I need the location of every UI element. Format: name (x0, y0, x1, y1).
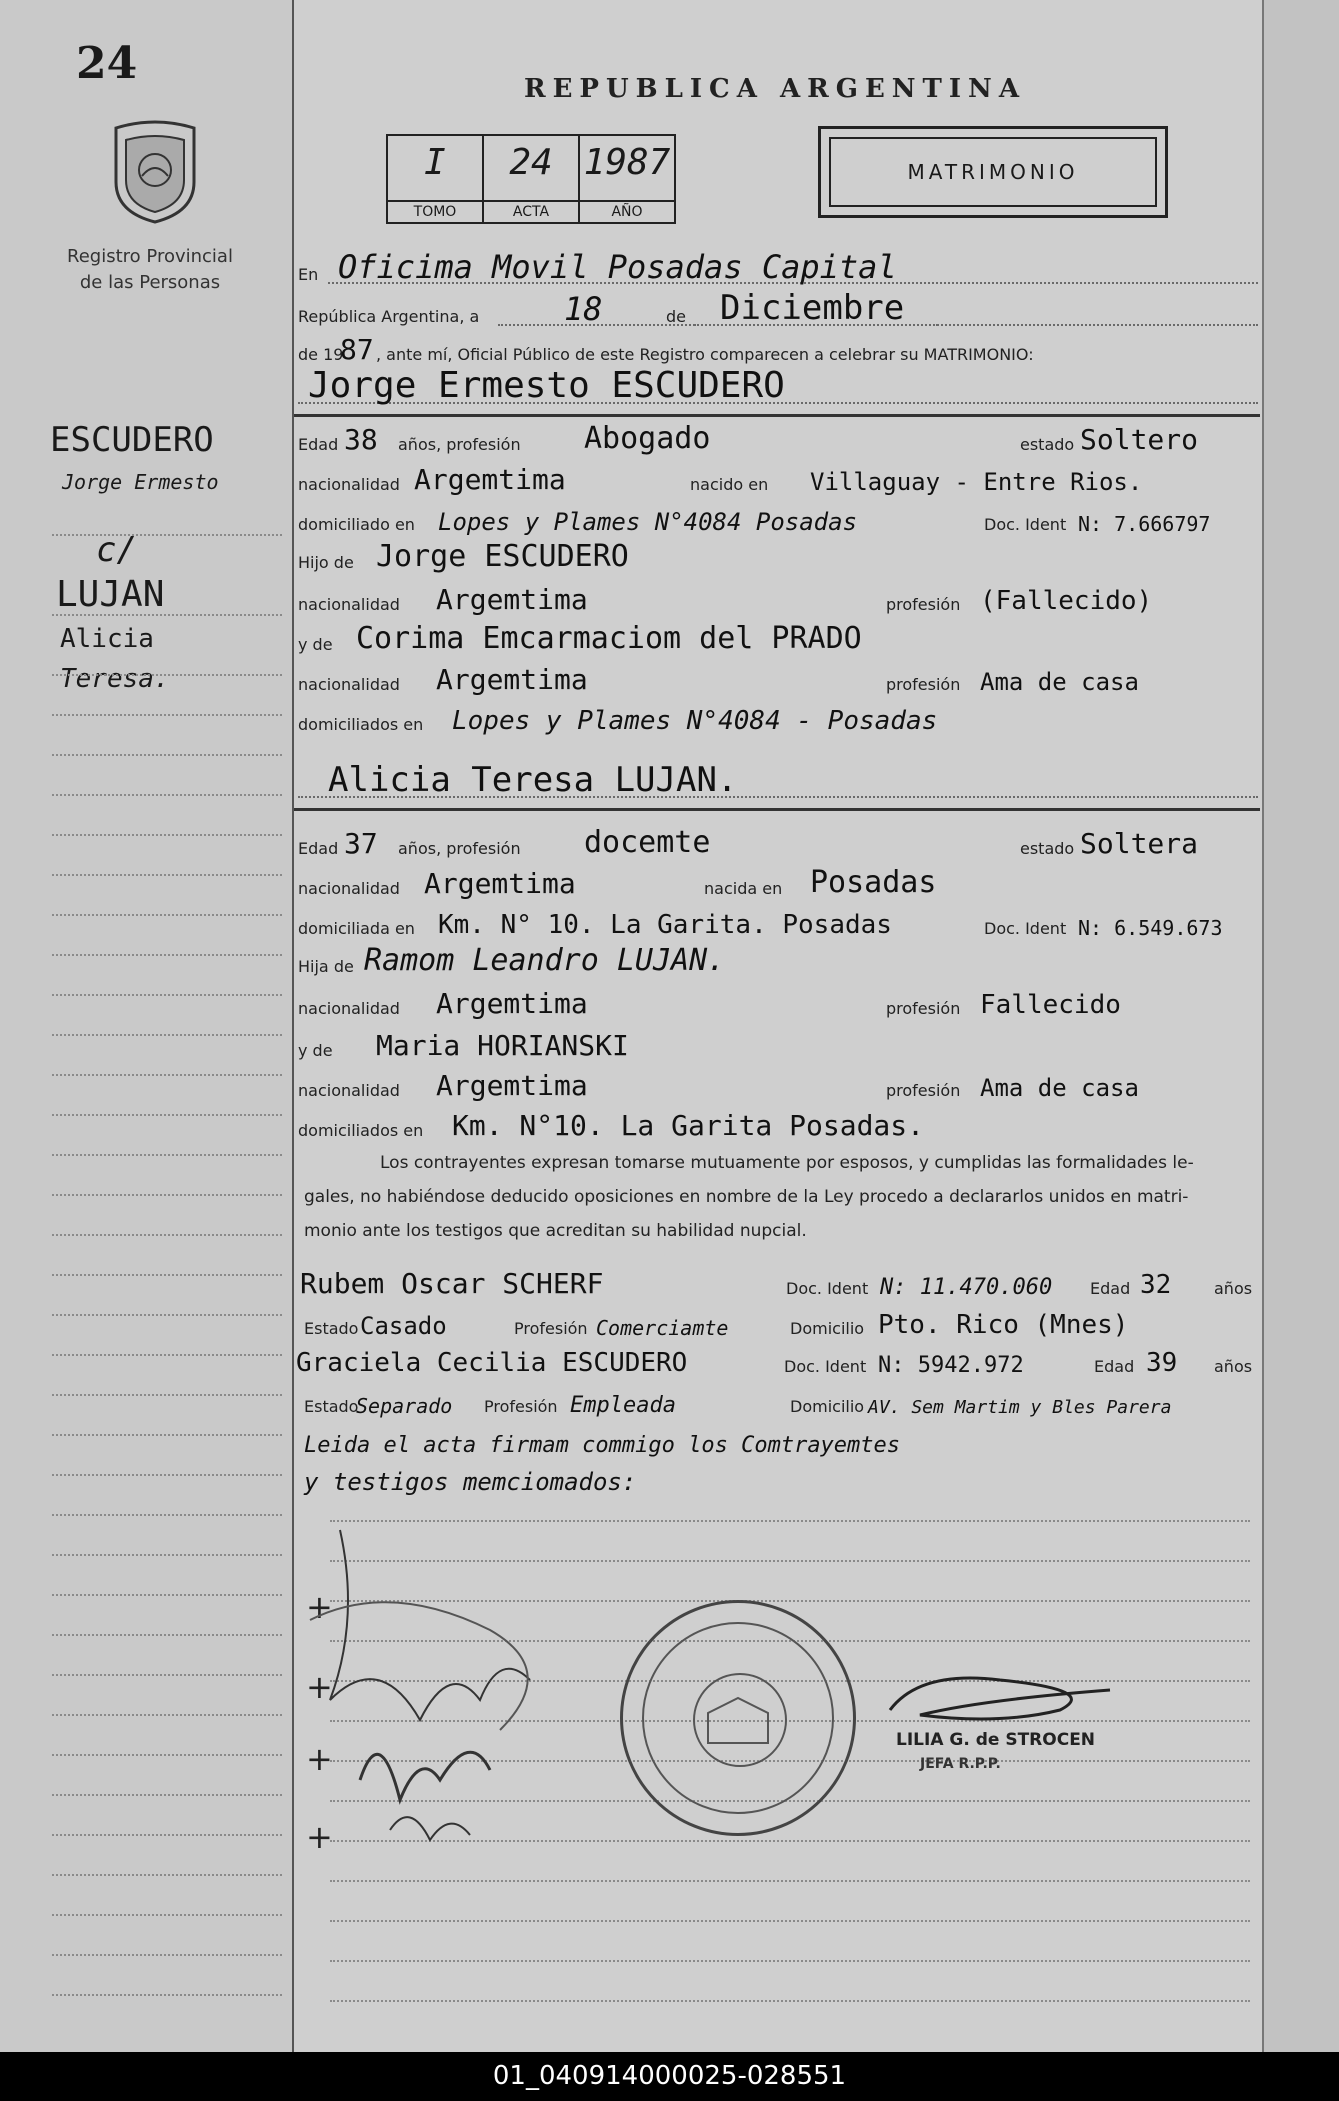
bride-padre-nac-line (294, 982, 1260, 1022)
bride-doc-label: Doc. Ident (984, 919, 1067, 938)
witness2-doc-label: Doc. Ident (784, 1357, 867, 1376)
tomo-cell (388, 136, 484, 222)
bride-padres-dom-line (294, 1104, 1260, 1144)
groom-madre-line (294, 618, 1260, 658)
signature-cross-3: + (306, 1740, 333, 1778)
groom-nac-label: nacionalidad (298, 475, 400, 494)
groom-dom-label: domiciliado en (298, 515, 415, 534)
bride-edad: 37 (344, 827, 378, 860)
declaration-line-1: Los contrayentes expresan tomarse mutuamente por esposos, y cumplidas las formalidades le- (380, 1153, 1194, 1173)
groom-padre-nac: Argemtima (436, 583, 588, 616)
line-fecha (294, 290, 1260, 330)
declaration-line-3: monio ante los testigos que acreditan su habilidad nupcial. (304, 1221, 807, 1241)
title-box (818, 126, 1168, 218)
witness2-line-1 (294, 1340, 1260, 1380)
bride-nacida: Posadas (810, 865, 937, 900)
groom-dom-line (294, 498, 1260, 538)
bride-dom-line (294, 902, 1260, 942)
bride-padre-nac: Argemtima (436, 987, 588, 1020)
bride-doc: N: 6.549.673 (1078, 916, 1223, 940)
groom-nacido: Villaguay - Entre Rios. (810, 468, 1143, 496)
bride-profesion: docemte (584, 825, 711, 860)
official-name: LILIA G. de STROCEN (896, 1730, 1096, 1750)
de-label: de (666, 307, 686, 326)
margin-name-bride-1: Alicia (60, 624, 154, 654)
acta-label: ACTA (484, 200, 578, 222)
witness2-line-2 (294, 1380, 1260, 1420)
signature-cross-4: + (306, 1818, 333, 1856)
witness1-estado: Casado (360, 1312, 447, 1340)
bride-estado-label: estado (1020, 839, 1075, 858)
tomo-acta-ano-box (386, 134, 676, 224)
groom-separator (294, 414, 1260, 417)
groom-full-name: Jorge Ermesto ESCUDERO (308, 365, 785, 406)
closing-line-1 (294, 1420, 1260, 1460)
witness1-doc: N: 11.470.060 (880, 1275, 1053, 1300)
groom-padre-prof-label: profesión (886, 595, 961, 614)
bride-dom-label: domiciliada en (298, 919, 415, 938)
bride-nac-label: nacionalidad (298, 879, 400, 898)
stamp-center (693, 1673, 787, 1767)
groom-padres-dom-line (294, 698, 1260, 738)
en-label: En (298, 265, 319, 284)
witness2-estado-label: Estado (304, 1397, 359, 1416)
groom-madre: Corima Emcarmaciom del PRADO (356, 621, 862, 656)
ano-label: AÑO (580, 200, 674, 222)
registro-line-1: Registro Provincial (67, 246, 233, 267)
en-value: Oficima Movil Posadas Capital (338, 248, 897, 286)
bride-domicilio: Km. N° 10. La Garita. Posadas (438, 910, 892, 940)
groom-madre-prof-label: profesión (886, 675, 961, 694)
declaration-paragraph (304, 1146, 1260, 1248)
groom-padre: Jorge ESCUDERO (376, 539, 629, 574)
witness1-prof-label: Profesión (514, 1319, 588, 1338)
bride-edad-line (294, 822, 1260, 862)
bride-padre-prof: Fallecido (980, 990, 1121, 1020)
groom-estado-label: estado (1020, 435, 1075, 454)
groom-edad-line (294, 418, 1260, 458)
groom-madre-nac: Argemtima (436, 663, 588, 696)
footer-id: 01_040914000025-028551 (0, 2052, 1339, 2101)
witness2-prof: Empleada (570, 1393, 676, 1418)
witness2-dom-label: Domicilio (790, 1397, 865, 1416)
tomo-label: TOMO (388, 200, 482, 222)
groom-padre-nac-label: nacionalidad (298, 595, 400, 614)
groom-nacionalidad: Argemtima (414, 463, 566, 496)
groom-yde-label: y de (298, 635, 333, 654)
groom-padre-nac-line (294, 578, 1260, 618)
bride-nacionalidad: Argemtima (424, 867, 576, 900)
witness2-edad: 39 (1146, 1348, 1178, 1378)
groom-estado: Soltero (1080, 423, 1199, 456)
bride-yde-label: y de (298, 1041, 333, 1060)
witness1-edad: 32 (1140, 1270, 1172, 1300)
republica-label: República Argentina, a (298, 307, 480, 326)
closing-line-2 (294, 1458, 1260, 1498)
bride-full-name: Alicia Teresa LUJAN. (328, 760, 738, 800)
year-value: 87 (340, 333, 374, 366)
groom-madre-nac-line (294, 658, 1260, 698)
witness1-prof: Comerciamte (596, 1316, 729, 1340)
line-en (294, 248, 1260, 288)
day-value: 18 (564, 290, 603, 328)
groom-madre-nac-label: nacionalidad (298, 675, 400, 694)
margin-surname-groom: ESCUDERO (50, 420, 214, 460)
right-binding-strip (1262, 0, 1339, 2052)
witness2-edad-label: Edad (1094, 1357, 1135, 1376)
groom-profesion: Abogado (584, 421, 711, 456)
month-value: Diciembre (720, 288, 905, 328)
bride-separator (294, 808, 1260, 811)
witness1-name: Rubem Oscar SCHERF (300, 1267, 604, 1300)
margin-con: c/ (96, 530, 137, 570)
bride-madre: Maria HORIANSKI (376, 1029, 629, 1062)
bride-madre-nac-line (294, 1064, 1260, 1104)
margin-name-bride-2: Teresa. (60, 664, 170, 694)
groom-profesion-label: años, profesión (398, 435, 521, 454)
bride-madre-nac: Argemtima (436, 1069, 588, 1102)
groom-hijo-line (294, 536, 1260, 576)
groom-domicilio: Lopes y Plames N°4084 Posadas (438, 508, 858, 536)
bride-estado: Soltera (1080, 827, 1199, 860)
bride-madre-prof-label: profesión (886, 1081, 961, 1100)
provincial-seal-icon (112, 120, 198, 224)
page-number: 24 (76, 38, 138, 89)
bride-madre-line (294, 1024, 1260, 1064)
official-stamp (620, 1600, 856, 1836)
tomo-value: I (424, 142, 446, 183)
acta-value: 24 (509, 142, 553, 183)
groom-nac-line (294, 458, 1260, 498)
witness1-anos-label: años (1214, 1279, 1253, 1298)
groom-edad-label: Edad (298, 435, 339, 454)
bride-hija-label: Hija de (298, 957, 354, 976)
witness1-edad-label: Edad (1090, 1279, 1131, 1298)
acta-cell (484, 136, 580, 222)
ano-value: 1987 (583, 142, 671, 183)
groom-name-line (294, 362, 1260, 408)
groom-padre-prof: (Fallecido) (980, 586, 1153, 616)
bride-hija-line (294, 940, 1260, 980)
witness1-estado-label: Estado (304, 1319, 359, 1338)
handwritten-signatures (300, 1500, 660, 1880)
bride-edad-label: Edad (298, 839, 339, 858)
witness1-dom: Pto. Rico (Mnes) (878, 1310, 1129, 1340)
witness2-dom: AV. Sem Martim y Bles Parera (868, 1397, 1172, 1418)
witness1-line-2 (294, 1302, 1260, 1342)
bride-padre: Ramom Leandro LUJAN. (364, 943, 726, 978)
official-signature (880, 1670, 1120, 1730)
bride-nacida-label: nacida en (704, 879, 783, 898)
registro-line-2: de las Personas (79, 272, 221, 293)
witness2-estado: Separado (356, 1394, 453, 1418)
groom-edad: 38 (344, 423, 378, 456)
bride-madre-nac-label: nacionalidad (298, 1081, 400, 1100)
bride-name-line (294, 756, 1260, 802)
bride-padre-nac-label: nacionalidad (298, 999, 400, 1018)
groom-padres-dom: Lopes y Plames N°4084 - Posadas (452, 706, 938, 736)
bride-madre-prof: Ama de casa (980, 1074, 1139, 1102)
witness2-name: Graciela Cecilia ESCUDERO (296, 1348, 688, 1378)
title-matrimonio: MATRIMONIO (829, 137, 1157, 207)
registro-provincial (40, 244, 260, 296)
header-republica: REPUBLICA ARGENTINA (523, 74, 1026, 104)
bride-padres-dom-label: domiciliados en (298, 1121, 424, 1140)
ante-text: , ante mí, Oficial Público de este Registro comparecen a celebrar su MATRIMONIO: (376, 345, 1034, 364)
groom-madre-prof: Ama de casa (980, 668, 1139, 696)
witness1-doc-label: Doc. Ident (786, 1279, 869, 1298)
margin-column (0, 0, 294, 2052)
closing-text-1: Leida el acta firmam commigo los Comtrayemtes (304, 1433, 901, 1458)
groom-hijo-label: Hijo de (298, 553, 354, 572)
bride-profesion-label: años, profesión (398, 839, 521, 858)
bride-padres-dom: Km. N°10. La Garita Posadas. (452, 1109, 925, 1142)
margin-surname-bride: LUJAN (56, 574, 165, 615)
groom-nacido-label: nacido en (690, 475, 769, 494)
bride-padre-prof-label: profesión (886, 999, 961, 1018)
witness2-doc: N: 5942.972 (878, 1353, 1024, 1378)
witness2-prof-label: Profesión (484, 1397, 558, 1416)
signature-cross-2: + (306, 1668, 333, 1706)
witness2-anos-label: años (1214, 1357, 1253, 1376)
witness1-line-1 (294, 1262, 1260, 1302)
ano-cell (580, 136, 674, 222)
declaration-line-2: gales, no habiéndose deducido oposiciones en nombre de la Ley procedo a declararlos unidos en matri- (304, 1187, 1189, 1207)
groom-padres-dom-label: domiciliados en (298, 715, 424, 734)
groom-doc: N: 7.666797 (1078, 512, 1211, 536)
signature-cross-1: + (306, 1588, 333, 1626)
witness1-dom-label: Domicilio (790, 1319, 865, 1338)
margin-name-groom: Jorge Ermesto (62, 470, 219, 494)
official-title: JEFA R.P.P. (920, 1756, 1001, 1772)
closing-text-2: y testigos memciomados: (304, 1468, 637, 1496)
bride-nac-line (294, 862, 1260, 902)
year-prefix: de 19 (298, 345, 344, 364)
groom-doc-label: Doc. Ident (984, 515, 1067, 534)
